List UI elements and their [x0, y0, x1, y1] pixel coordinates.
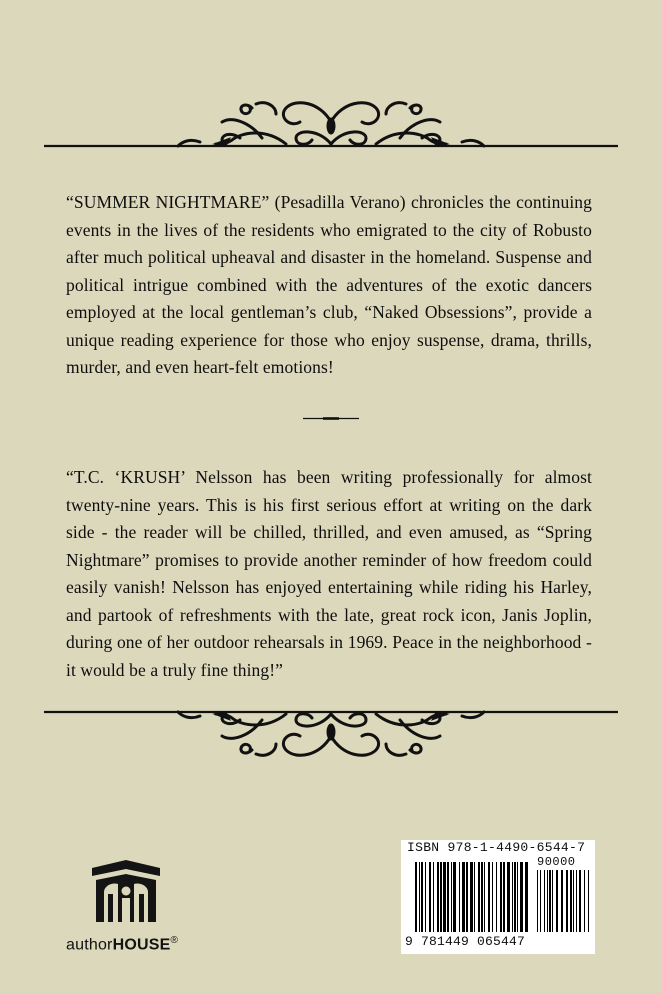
book-synopsis: “SUMMER NIGHTMARE” (Pesadilla Verano) chronicles the continuing events in the lives of the residents who emigrated to the city of Robusto after much political upheaval and disaster in the homeland. Suspense and political intrigue combined with the adventures of the exotic dancers employed at the local gentleman’s club, “Naked Obsessions”, provide a unique reading experience for those who enjoy suspense, drama, thrills, murder, and even heart-felt emotions! [66, 192, 592, 377]
publisher-name-prefix: author [66, 936, 113, 954]
barcode-bar [415, 862, 417, 932]
barcode-bar [470, 862, 473, 932]
barcode-bar [459, 862, 460, 932]
barcode-bar [507, 862, 510, 932]
author-bio: “T.C. ‘KRUSH’ Nelsson has been writing professionally for almost twenty-nine years. This is his first serious effort at writing on the dark side - the reader will be chilled, thrilled, and even amused, as “Spring Nightmare” promises to provide another reminder of how freedom could easily vanish! Nelsson has enjoyed entertaining while riding his Harley, and partook of refreshments with the late, great rock icon, Janis Joplin, during one of her outdoor rehearsals in 1969. Peace in the neighborhood - it would be a truly fine thing!” [66, 467, 592, 680]
barcode-bar [429, 862, 431, 932]
barcode-bar [440, 862, 442, 932]
barcode-bar [500, 862, 502, 932]
barcode-addon-bar [588, 870, 589, 932]
barcode-bar [425, 862, 426, 932]
barcode-bar [437, 862, 439, 932]
barcode-addon-bar [573, 870, 574, 932]
top-ornament-divider [0, 92, 662, 162]
barcode-bar [512, 862, 513, 932]
barcode-bar [462, 862, 465, 932]
barcode-addon-bar [561, 870, 563, 932]
barcode-bar [466, 862, 468, 932]
barcode-bar [488, 862, 490, 932]
bottom-ornament-divider [0, 700, 662, 770]
barcode-bar [520, 862, 523, 932]
barcode-bar [478, 862, 480, 932]
publisher-name [66, 935, 178, 954]
barcode-addon-bar [576, 870, 577, 932]
barcode-bar [419, 862, 420, 932]
barcode-bar [503, 862, 505, 932]
barcode-addon-bar [549, 870, 551, 932]
barcode-bar [453, 862, 456, 932]
ean-digits: 9 781449 065447 [405, 934, 526, 949]
barcode-bar [517, 862, 518, 932]
isbn-barcode [401, 840, 595, 954]
barcode-addon-bar [556, 870, 558, 932]
barcode-bar [492, 862, 493, 932]
section-divider [303, 417, 359, 420]
barcode-bar [451, 862, 452, 932]
price-code: 90000 [537, 855, 576, 869]
barcode-bar [421, 862, 423, 932]
isbn-number: ISBN 978-1-4490-6544-7 [407, 840, 586, 855]
barcode-bar [496, 862, 497, 932]
barcode-bar [484, 862, 485, 932]
barcode-bar [514, 862, 516, 932]
barcode-bar [481, 862, 483, 932]
barcode-addon-bar [552, 870, 553, 932]
barcode-bar [447, 862, 449, 932]
barcode-addon-bar [570, 870, 572, 932]
barcode-addon-bar [537, 870, 538, 932]
barcode-addon-bar [547, 870, 548, 932]
barcode-bar [474, 862, 475, 932]
barcode-bar [525, 862, 528, 932]
registered-mark: ® [170, 935, 179, 946]
barcode-addon-bar [566, 870, 568, 932]
barcode-addon-bar [540, 870, 541, 932]
barcode-addon-bar [544, 870, 545, 932]
barcode-addon-bar [584, 870, 585, 932]
barcode-addon-bar [579, 870, 581, 932]
publisher-name-suffix: HOUSE [112, 936, 171, 954]
barcode-bar [443, 862, 446, 932]
authorhouse-logo-icon [62, 860, 238, 932]
barcode-bar [433, 862, 434, 932]
